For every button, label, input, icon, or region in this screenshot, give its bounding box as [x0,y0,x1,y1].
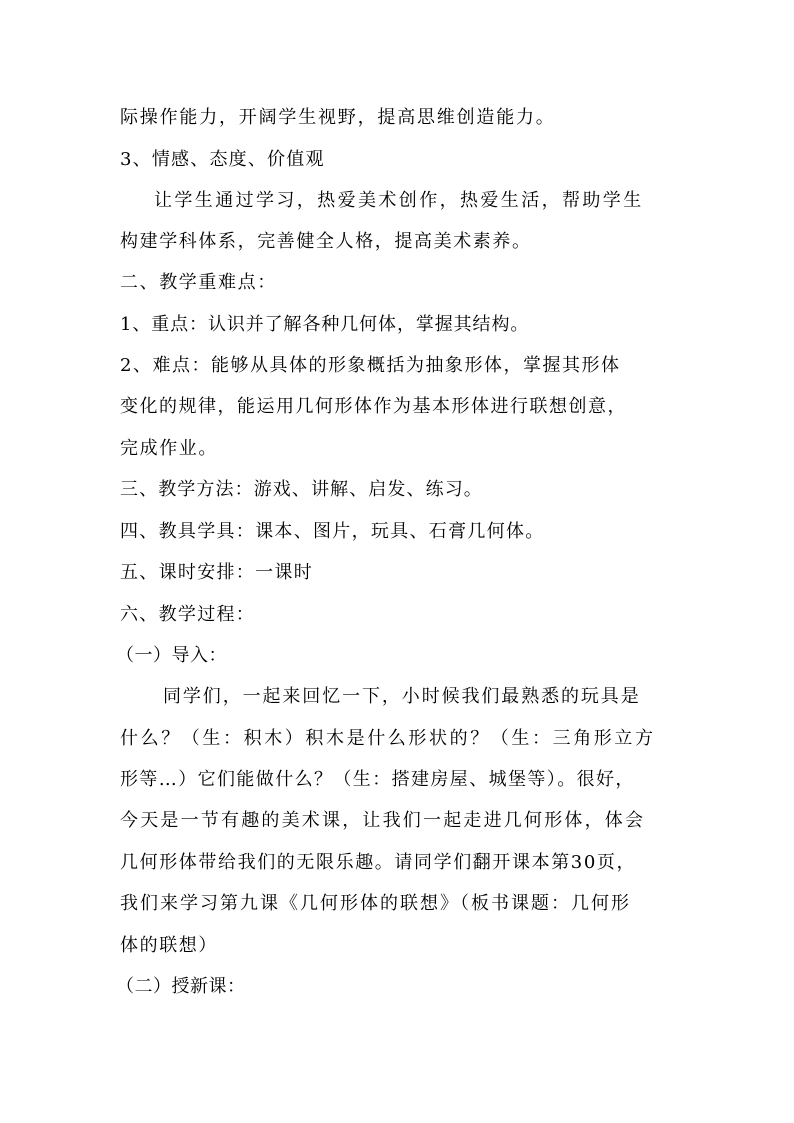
text-line: 完成作业。 [120,438,218,459]
text-line: 构建学科体系，完善健全人格，提高美术素养。 [120,231,532,252]
text-line: 什么？（生：积木）积木是什么形状的？（生：三角形立方 [120,728,656,749]
text-line: 今天是一节有趣的美术课，让我们一起走进几何形体，体会 [120,810,646,831]
subsection-heading: （一）导入： [116,645,227,666]
section-heading: 六、教学过程： [120,604,256,625]
text-line: 形等…）它们能做什么？（生：搭建房屋、城堡等）。很好， [120,769,635,790]
text-line: 几何形体带给我们的无限乐趣。请同学们翻开课本第30页， [120,852,637,873]
text-line: 际操作能力，开阔学生视野，提高思维创造能力。 [120,107,556,128]
section-heading: 五、课时安排：一课时 [120,562,313,583]
text-line: 变化的规律，能运用几何形体作为基本形体进行联想创意， [120,396,627,417]
section-heading: 四、教具学具：课本、图片，玩具、石膏几何体。 [120,521,545,542]
section-heading: 三、教学方法：游戏、讲解、启发、练习。 [120,479,483,500]
section-heading: 二、教学重难点： [120,272,277,293]
subsection-heading: （二）授新课： [116,976,246,997]
text-line: 同学们，一起来回忆一下，小时候我们最熟悉的玩具是 [163,686,641,707]
section-heading: 3、情感、态度、价值观 [120,149,325,170]
text-line: 我们来学习第九课《几何形体的联想》（板书课题：几何形 [120,893,631,914]
text-line: 让学生通过学习，热爱美术创作，热爱生活，帮助学生 [154,190,644,211]
text-line: 1、重点：认识并了解各种几何体，掌握其结构。 [120,314,530,335]
text-line: 2、难点：能够从具体的形象概括为抽象形体，掌握其形体 [120,355,621,376]
text-line: 体的联想） [120,935,218,956]
